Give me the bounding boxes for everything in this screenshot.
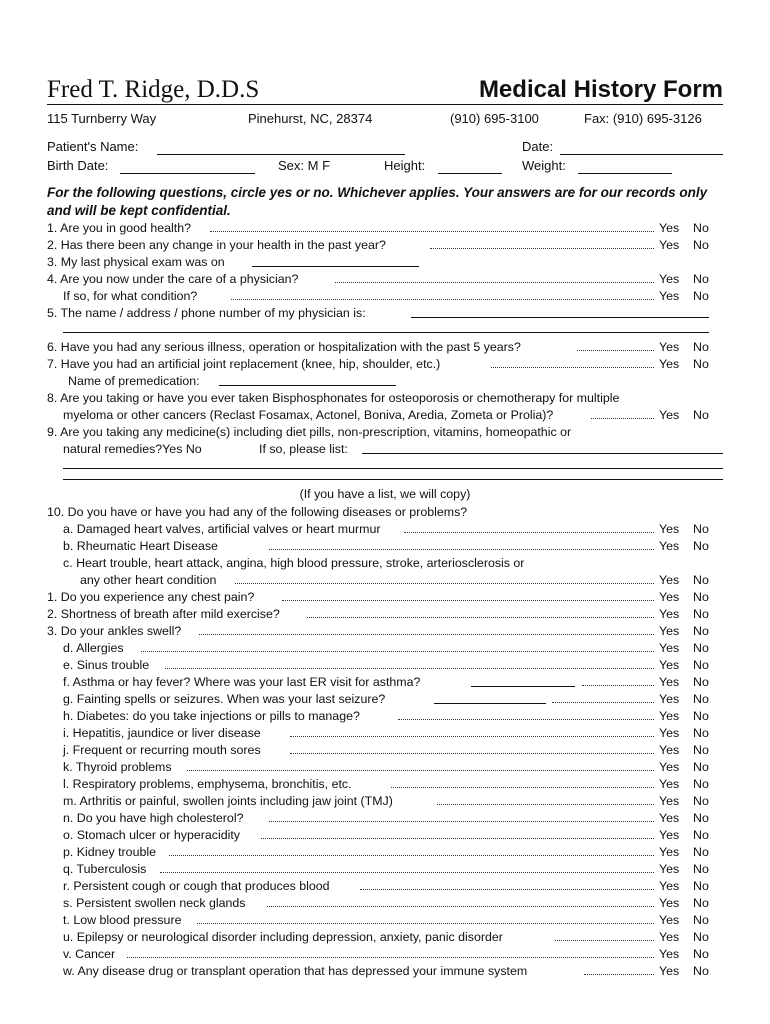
question-7 — [47, 356, 723, 373]
leader-dots — [584, 974, 654, 975]
yes-option[interactable]: Yes — [659, 408, 680, 422]
physician-info-line — [47, 322, 723, 339]
yes-option[interactable]: Yes — [659, 624, 680, 638]
blank-line[interactable] — [63, 479, 723, 480]
yes-option[interactable]: Yes — [659, 590, 680, 604]
leader-dots — [269, 549, 654, 550]
question-label: r. Persistent cough or cough that produces blood — [63, 879, 330, 893]
yes-option[interactable]: Yes — [659, 692, 680, 706]
medicine-list-line — [47, 475, 723, 485]
no-option[interactable]: No — [693, 522, 709, 536]
yes-option[interactable]: Yes — [659, 709, 680, 723]
office-phone: (910) 695-3100 — [450, 111, 539, 126]
patient-name-label: Patient's Name: — [47, 139, 139, 154]
question-label: m. Arthritis or painful, swollen joints including jaw joint (TMJ) — [63, 794, 393, 808]
yes-option[interactable]: Yes — [659, 947, 680, 961]
no-option[interactable]: No — [693, 289, 709, 303]
no-option[interactable]: No — [693, 726, 709, 740]
question-label: h. Diabetes: do you take injections or pills to manage? — [63, 709, 360, 723]
address-line — [47, 111, 723, 131]
question-u — [47, 929, 723, 946]
yes-option[interactable]: Yes — [659, 221, 680, 235]
no-option[interactable]: No — [693, 675, 709, 689]
question-9-continued — [47, 441, 723, 458]
leader-dots — [335, 282, 654, 283]
leader-dots — [404, 532, 654, 533]
medicine-list-line — [47, 458, 723, 475]
no-option[interactable]: No — [693, 828, 709, 842]
no-option[interactable]: No — [693, 794, 709, 808]
question-e — [47, 657, 723, 674]
question-label: 7. Have you had an artificial joint replacement (knee, hip, shoulder, etc.) — [47, 357, 441, 371]
no-option[interactable]: No — [693, 692, 709, 706]
question-label: n. Do you have high cholesterol? — [63, 811, 244, 825]
leader-dots — [267, 906, 654, 907]
yes-option[interactable]: Yes — [659, 573, 680, 587]
no-option[interactable]: No — [693, 340, 709, 354]
yes-option[interactable]: Yes — [659, 964, 680, 978]
yes-option[interactable]: Yes — [659, 828, 680, 842]
medicine-list-field[interactable] — [362, 453, 723, 454]
leader-dots — [261, 838, 654, 839]
form-title: Medical History Form — [478, 76, 723, 103]
yes-option[interactable]: Yes — [659, 539, 680, 553]
yes-option[interactable]: Yes — [659, 862, 680, 876]
question-10c — [47, 555, 723, 572]
date-field[interactable] — [560, 154, 723, 155]
leader-dots — [127, 957, 654, 958]
no-option[interactable]: No — [693, 221, 709, 235]
question-label: 6. Have you had any serious illness, operation or hospitalization with the past 5 years? — [47, 340, 521, 354]
question-label: g. Fainting spells or seizures. When was your last seizure? — [63, 692, 386, 706]
leader-dots — [591, 418, 654, 419]
question-n — [47, 810, 723, 827]
question-label: If so, for what condition? — [63, 289, 198, 303]
no-option[interactable]: No — [693, 272, 709, 286]
question-label: d. Allergies — [63, 641, 124, 655]
leader-dots — [269, 821, 654, 822]
question-label: w. Any disease drug or transplant operation that has depressed your immune system — [63, 964, 528, 978]
question-label: 9. Are you taking any medicine(s) including diet pills, non-prescription, vitamins, homeopathic or — [47, 425, 572, 439]
question-j — [47, 742, 723, 759]
leader-dots — [491, 367, 654, 368]
no-option[interactable]: No — [693, 709, 709, 723]
no-option[interactable]: No — [693, 408, 709, 422]
birth-date-field[interactable] — [120, 173, 255, 174]
leader-dots — [210, 231, 654, 232]
question-12 — [47, 606, 723, 623]
question-label: t. Low blood pressure — [63, 913, 182, 927]
street-address: 115 Turnberry Way — [47, 111, 157, 126]
yes-option[interactable]: Yes — [659, 675, 680, 689]
no-option[interactable]: No — [693, 930, 709, 944]
instructions: For the following questions, circle yes or no. Whichever applies. Your answers are for our records only and will be kept confidential. — [47, 185, 708, 218]
question-label: 10. Do you have or have you had any of the following diseases or problems? — [47, 505, 468, 519]
yes-option[interactable]: Yes — [659, 930, 680, 944]
question-w — [47, 963, 723, 980]
question-3 — [47, 254, 723, 271]
leader-dots — [290, 753, 654, 754]
no-option[interactable]: No — [693, 964, 709, 978]
no-option[interactable]: No — [693, 947, 709, 961]
question-9 — [47, 424, 723, 441]
leader-dots — [160, 872, 654, 873]
yes-option[interactable]: Yes — [659, 289, 680, 303]
er-visit-field[interactable] — [471, 686, 575, 687]
question-d — [47, 640, 723, 657]
question-label: p. Kidney trouble — [63, 845, 156, 859]
question-label: Name of premedication: — [68, 374, 200, 388]
weight-field[interactable] — [578, 173, 672, 174]
physician-info-field[interactable] — [411, 317, 709, 318]
leader-dots — [141, 651, 654, 652]
no-option[interactable]: No — [693, 777, 709, 791]
no-option[interactable]: No — [693, 573, 709, 587]
doctor-name: Fred T. Ridge, D.D.S — [47, 76, 260, 103]
question-label: b. Rheumatic Heart Disease — [63, 539, 218, 553]
leader-dots — [360, 889, 654, 890]
no-option[interactable]: No — [693, 879, 709, 893]
question-8 — [47, 390, 723, 407]
question-label: any other heart condition — [80, 573, 217, 587]
question-4-condition — [47, 288, 723, 305]
no-option[interactable]: No — [693, 760, 709, 774]
yes-option[interactable]: Yes — [659, 777, 680, 791]
yes-option[interactable]: Yes — [659, 879, 680, 893]
no-option[interactable]: No — [693, 658, 709, 672]
question-1 — [47, 220, 723, 237]
question-label: 1. Do you experience any chest pain? — [47, 590, 255, 604]
height-field[interactable] — [438, 173, 502, 174]
question-6 — [47, 339, 723, 356]
question-label: natural remedies?Yes No — [63, 442, 202, 456]
question-p — [47, 844, 723, 861]
question-o — [47, 827, 723, 844]
form-header — [47, 72, 723, 105]
question-label: o. Stomach ulcer or hyperacidity — [63, 828, 240, 842]
copy-note: (If you have a list, we will copy) — [299, 487, 471, 501]
yes-option[interactable]: Yes — [659, 357, 680, 371]
last-seizure-field[interactable] — [434, 703, 546, 704]
question-label: e. Sinus trouble — [63, 658, 150, 672]
yes-option[interactable]: Yes — [659, 794, 680, 808]
question-i — [47, 725, 723, 742]
question-4 — [47, 271, 723, 288]
premedication-field[interactable] — [219, 385, 396, 386]
question-label: 2. Has there been any change in your health in the past year? — [47, 238, 386, 252]
leader-dots — [398, 719, 654, 720]
question-label: l. Respiratory problems, emphysema, bronchitis, etc. — [63, 777, 352, 791]
question-l — [47, 776, 723, 793]
question-label: i. Hepatitis, jaundice or liver disease — [63, 726, 261, 740]
weight-label: Weight: — [522, 158, 566, 173]
no-option[interactable]: No — [693, 811, 709, 825]
medical-history-form — [47, 72, 723, 980]
question-10b — [47, 538, 723, 555]
no-option[interactable]: No — [693, 845, 709, 859]
birth-date-row — [47, 158, 723, 177]
question-label: q. Tuberculosis — [63, 862, 147, 876]
question-s — [47, 895, 723, 912]
question-k — [47, 759, 723, 776]
yes-option[interactable]: Yes — [659, 845, 680, 859]
question-label: j. Frequent or recurring mouth sores — [63, 743, 261, 757]
question-7-premedication — [47, 373, 723, 390]
patient-name-field[interactable] — [157, 154, 405, 155]
question-8-continued — [47, 407, 723, 424]
no-option[interactable]: No — [693, 862, 709, 876]
leader-dots — [290, 736, 654, 737]
date-label: Date: — [522, 139, 554, 154]
question-f — [47, 674, 723, 691]
yes-option[interactable]: Yes — [659, 760, 680, 774]
leader-dots — [555, 940, 654, 941]
question-r — [47, 878, 723, 895]
question-g — [47, 691, 723, 708]
question-10 — [47, 504, 723, 521]
no-option[interactable]: No — [693, 624, 709, 638]
question-10a — [47, 521, 723, 538]
question-q — [47, 861, 723, 878]
question-label: myeloma or other cancers (Reclast Fosamax, Actonel, Boniva, Aredia, Zometa or Prolia)? — [63, 408, 554, 422]
question-5 — [47, 305, 723, 322]
yes-option[interactable]: Yes — [659, 272, 680, 286]
yes-option[interactable]: Yes — [659, 641, 680, 655]
leader-dots — [199, 634, 654, 635]
question-label: 5. The name / address / phone number of my physician is: — [47, 306, 366, 320]
no-option[interactable]: No — [693, 607, 709, 621]
office-fax: Fax: (910) 695-3126 — [584, 111, 702, 126]
question-label: u. Epilepsy or neurological disorder including depression, anxiety, panic disorder — [63, 930, 503, 944]
question-label: 8. Are you taking or have you ever taken Bisphosphonates for osteoporosis or chemotherapy for multiple — [47, 391, 620, 405]
city-state-zip: Pinehurst, NC, 28374 — [248, 111, 373, 126]
question-13 — [47, 623, 723, 640]
leader-dots — [430, 248, 654, 249]
patient-name-row — [47, 139, 723, 158]
question-h — [47, 708, 723, 725]
question-10c-continued — [47, 572, 723, 589]
question-label: 3. Do your ankles swell? — [47, 624, 182, 638]
leader-dots — [307, 617, 654, 618]
question-t — [47, 912, 723, 929]
leader-dots — [437, 804, 654, 805]
yes-option[interactable]: Yes — [659, 522, 680, 536]
medicine-list-label: If so, please list: — [259, 442, 348, 456]
question-label: 2. Shortness of breath after mild exercise? — [47, 607, 280, 621]
leader-dots — [165, 668, 654, 669]
question-2 — [47, 237, 723, 254]
no-option[interactable]: No — [693, 743, 709, 757]
yes-option[interactable]: Yes — [659, 726, 680, 740]
leader-dots — [282, 600, 654, 601]
question-11 — [47, 589, 723, 606]
leader-dots — [391, 787, 654, 788]
yes-option[interactable]: Yes — [659, 658, 680, 672]
yes-option[interactable]: Yes — [659, 913, 680, 927]
leader-dots — [582, 685, 654, 686]
yes-option[interactable]: Yes — [659, 811, 680, 825]
leader-dots — [231, 299, 654, 300]
blank-line[interactable] — [63, 332, 709, 333]
question-label: f. Asthma or hay fever? Where was your last ER visit for asthma? — [63, 675, 421, 689]
sex-label: Sex: M F — [278, 158, 331, 173]
no-option[interactable]: No — [693, 590, 709, 604]
question-label: k. Thyroid problems — [63, 760, 172, 774]
physical-exam-date-field[interactable] — [252, 266, 419, 267]
question-label: 4. Are you now under the care of a physician? — [47, 272, 299, 286]
question-label: c. Heart trouble, heart attack, angina, high blood pressure, stroke, arteriosclerosis or — [63, 556, 525, 570]
no-option[interactable]: No — [693, 913, 709, 927]
no-option[interactable]: No — [693, 896, 709, 910]
yes-option[interactable]: Yes — [659, 607, 680, 621]
no-option[interactable]: No — [693, 357, 709, 371]
question-label: v. Cancer — [63, 947, 116, 961]
leader-dots — [187, 770, 654, 771]
leader-dots — [552, 702, 654, 703]
birth-date-label: Birth Date: — [47, 158, 109, 173]
yes-option[interactable]: Yes — [659, 340, 680, 354]
question-label: a. Damaged heart valves, artificial valves or heart murmur — [63, 522, 381, 536]
blank-line[interactable] — [63, 468, 723, 469]
yes-option[interactable]: Yes — [659, 238, 680, 252]
question-label: 3. My last physical exam was on — [47, 255, 225, 269]
question-m — [47, 793, 723, 810]
leader-dots — [577, 350, 654, 351]
leader-dots — [197, 923, 654, 924]
no-option[interactable]: No — [693, 641, 709, 655]
yes-option[interactable]: Yes — [659, 743, 680, 757]
no-option[interactable]: No — [693, 539, 709, 553]
height-label: Height: — [384, 158, 426, 173]
yes-option[interactable]: Yes — [659, 896, 680, 910]
question-label: s. Persistent swollen neck glands — [63, 896, 246, 910]
question-label: 1. Are you in good health? — [47, 221, 191, 235]
no-option[interactable]: No — [693, 238, 709, 252]
leader-dots — [235, 583, 654, 584]
leader-dots — [169, 855, 654, 856]
question-v — [47, 946, 723, 963]
